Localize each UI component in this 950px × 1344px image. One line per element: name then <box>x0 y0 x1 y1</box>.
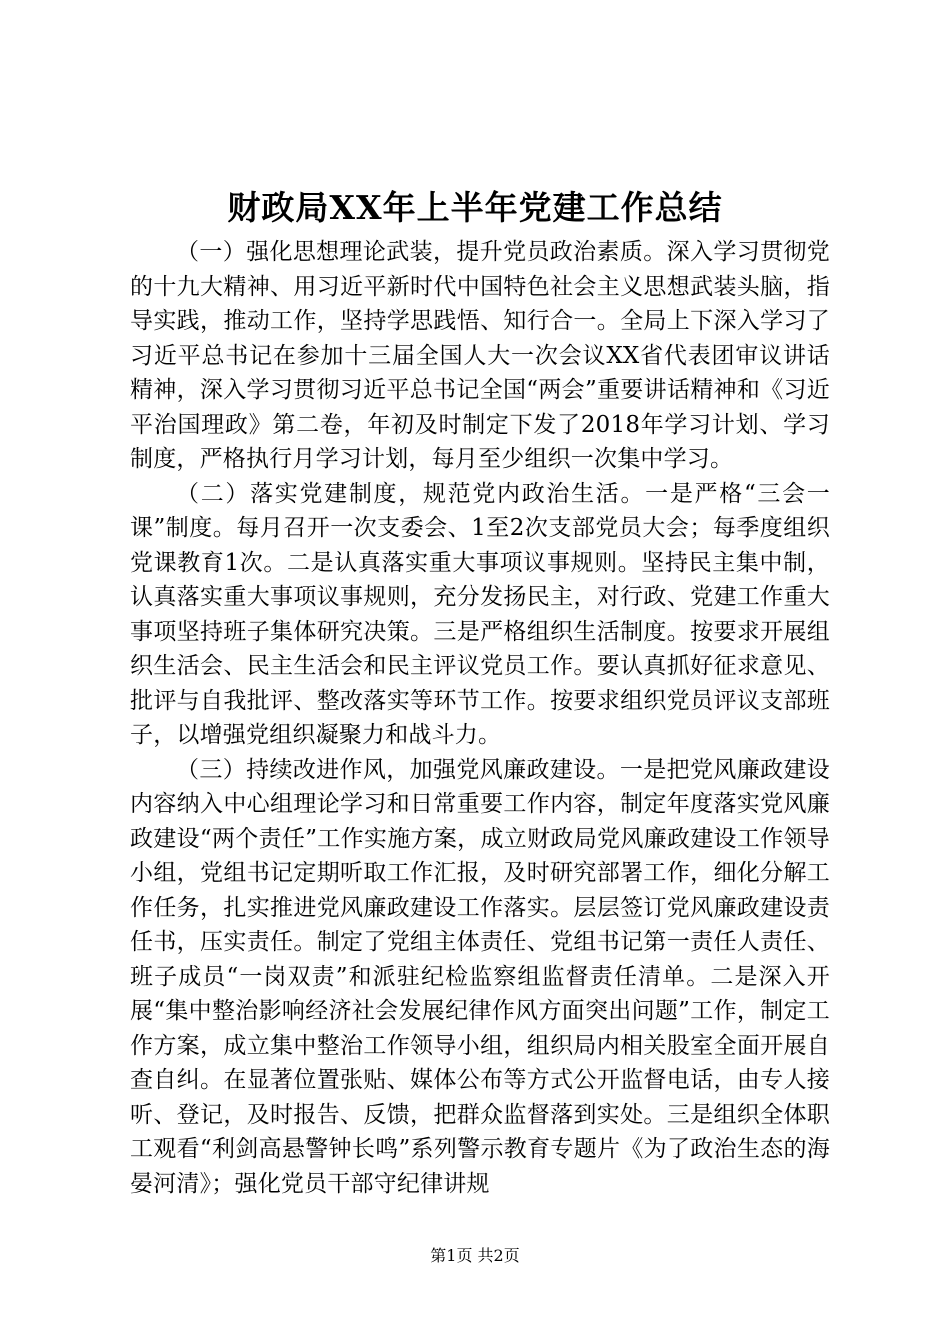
page-number-footer: 第1页 共2页 <box>430 1246 520 1265</box>
paragraph-3: （三）持续改进作风，加强党风廉政建设。一是把党风廉政建设内容纳入中心组理论学习和日常重要工作内容，制定年度落实党风廉政建设“两个责任”工作实施方案，成立财政局党风廉政建设工作领导小组，党组书记定期听取工作汇报，及时研究部署工作，细化分解工作任务，扎实推进党风廉政建设工作落实。层层签订党风廉政建设责任书，压实责任。制定了党组主体责任、党组书记第一责任人责任、班子成员“一岗双责”和派驻纪检监察组监督责任清单。二是深入开展“集中整治影响经济社会发展纪律作风方面突出问题”工作，制定工作方案，成立集中整治工作领导小组，组织局内相关股室全面开展自查自纠。在显著位置张贴、媒体公布等方式公开监督电话，由专人接听、登记，及时报告、反馈，把群众监督落到实处。三是组织全体职工观看“利剑高悬警钟长鸣”系列警示教育专题片《为了政治生态的海晏河清》；强化党员干部守纪律讲规 <box>130 756 830 1197</box>
paragraph-1: （一）强化思想理论武装，提升党员政治素质。深入学习贯彻党的十九大精神、用习近平新时代中国特色社会主义思想武装头脑，指导实践，推动工作，坚持学思践悟、知行合一。全局上下深入学习了习近平总书记在参加十三届全国人大一次会议XX省代表团审议讲话精神，深入学习贯彻习近平总书记全国“两会”重要讲话精神和《习近平治国理政》第二卷，年初及时制定下发了2018年学习计划、学习制度，严格执行月学习计划，每月至少组织一次集中学习。 <box>130 239 830 472</box>
document-title: 财政局XX年上半年党建工作总结 <box>227 188 723 227</box>
paragraph-2: （二）落实党建制度，规范党内政治生活。一是严格“三会一课”制度。每月召开一次支委会、1至2次支部党员大会；每季度组织党课教育1次。二是认真落实重大事项议事规则。坚持民主集中制，认真落实重大事项议事规则，充分发扬民主，对行政、党建工作重大事项坚持班子集体研究决策。三是严格组织生活制度。按要求开展组织生活会、民主生活会和民主评议党员工作。要认真抓好征求意见、批评与自我批评、整改落实等环节工作。按要求组织党员评议支部班子，以增强党组织凝聚力和战斗力。 <box>130 480 830 748</box>
document-body <box>130 235 830 1201</box>
